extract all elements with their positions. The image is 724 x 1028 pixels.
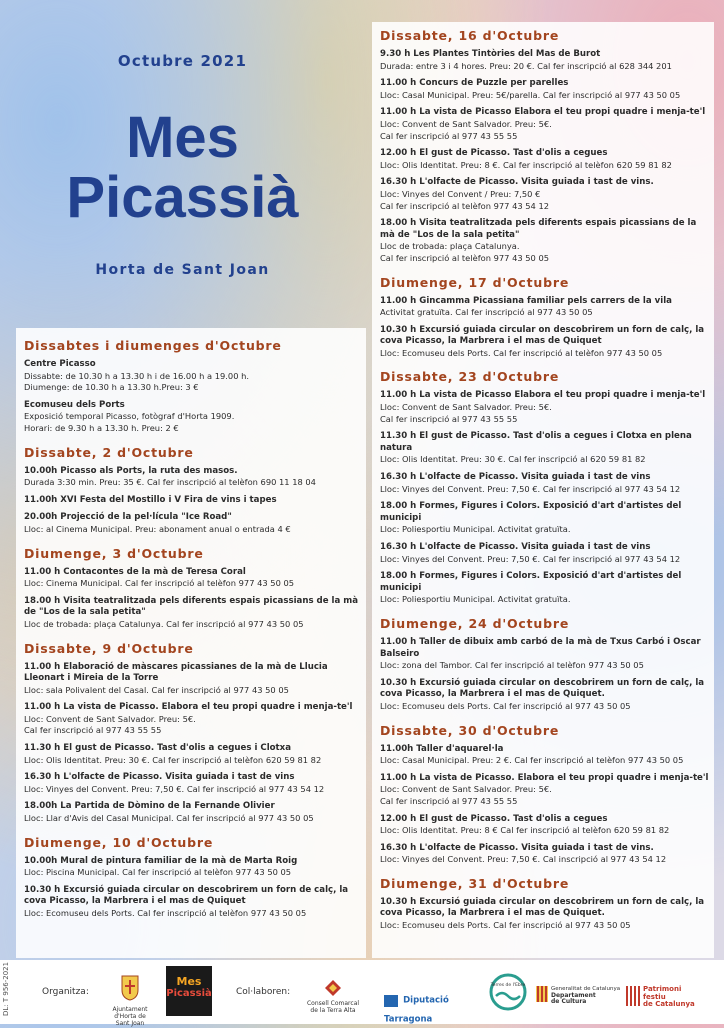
event-detail: Lloc: Olis Identitat. Preu: 30 €. Cal fer inscripció al 620 59 81 82 xyxy=(380,454,646,465)
event-title: 18.00 h Visita teatralitzada pels diferents espais picassians de la mà de "Los de la sala petita" xyxy=(380,218,697,240)
event-detail: Cal fer inscripció al 977 43 55 55 xyxy=(380,413,518,424)
event-detail: Lloc: Casal Municipal. Preu: 5€/parella. Cal fer inscripció al 977 43 50 05 xyxy=(380,89,681,100)
event-detail: Durada: entre 3 i 4 hores. Preu: 20 €. Cal fer inscripció al 628 344 201 xyxy=(380,60,672,71)
event-item xyxy=(380,177,710,212)
event-item xyxy=(380,501,710,536)
event-title: 11.00 h La vista de Picasso Elabora el teu propi quadre i menja-te'l xyxy=(380,390,706,401)
day-title: Diumenge, 3 d'Octubre xyxy=(24,545,204,561)
event-title: 12.00 h El gust de Picasso. Tast d'olis a cegues xyxy=(380,148,608,159)
consell-line2: de la Terra Alta xyxy=(310,1007,356,1014)
day-section xyxy=(380,369,710,606)
event-title: 11.00 h Gincamma Picassiana familiar pels carrers de la vila xyxy=(380,295,672,306)
event-detail: Cal fer inscripció al 977 43 55 55 xyxy=(380,795,518,806)
event-detail: Lloc: Olis Identitat. Preu: 30 €. Cal fer inscripció al telèfon 620 59 81 82 xyxy=(24,754,322,765)
event-title: 12.00 h El gust de Picasso. Tast d'olis a cegues xyxy=(380,813,608,824)
ajuntament-logo-line1: Ajuntament xyxy=(112,1006,148,1013)
event-item xyxy=(380,49,710,72)
day-section xyxy=(24,445,360,536)
event-detail: Lloc: Vinyes del Convent. Preu: 7,50 €. Cal inscripció al 977 43 54 12 xyxy=(380,854,667,865)
day-title: Dissabte, 23 d'Octubre xyxy=(380,369,560,385)
event-item xyxy=(380,773,710,808)
event-detail: Durada 3:30 min. Preu: 35 €. Cal fer inscripció al telèfon 690 11 18 04 xyxy=(24,477,316,488)
event-item xyxy=(380,814,710,837)
event-title: 9.30 h Les Plantes Tintòries del Mas de Burot xyxy=(380,49,601,59)
event-detail: Lloc: Ecomuseu dels Ports. Cal fer inscripció al 977 43 50 05 xyxy=(380,700,631,711)
event-item xyxy=(24,466,360,489)
day-title: Dissabte, 16 d'Octubre xyxy=(380,28,560,43)
diputacio-logo xyxy=(384,990,484,1028)
event-title: 16.30 h L'olfacte de Picasso. Visita guiada i tast de vins. xyxy=(380,177,654,188)
event-item xyxy=(380,218,710,264)
day-section xyxy=(380,723,710,866)
day-title: Diumenge, 10 d'Octubre xyxy=(24,834,214,850)
event-item xyxy=(380,325,710,360)
event-detail: Horari: de 9.30 h a 13.30 h. Preu: 2 € xyxy=(24,422,179,433)
event-detail: Lloc de trobada: plaça Catalunya. xyxy=(380,241,520,252)
day-section xyxy=(380,876,710,932)
consell-comarcal-logo xyxy=(306,978,360,1014)
patrimoni-bars-icon xyxy=(626,986,640,1006)
event-title: 16.30 h L'olfacte de Picasso. Visita guiada i tast de vins. xyxy=(380,842,654,853)
event-title: 11.00 h Taller de dibuix amb carbó de la mà de Txus Carbó i Oscar Balseiro xyxy=(380,636,701,659)
event-detail: Cal fer inscripció al telèfon 977 43 54 12 xyxy=(380,200,550,211)
terres-ebre-name: Terres de l'Ebre xyxy=(490,983,526,988)
event-title: 11.00 h Elaboració de màscares picassianes de la mà de Llucia Lleonart i Mireia de la Torre xyxy=(24,661,328,684)
event-detail: Cal fer inscripció al telèfon 977 43 50 05 xyxy=(380,252,550,263)
event-item xyxy=(24,702,360,737)
event-detail: Lloc: Poliesportiu Municipal. Activitat gratuïta. xyxy=(380,524,571,535)
event-title: 18.00 h Formes, Figures i Colors. Exposició d'art d'artistes del municipi xyxy=(380,571,682,593)
mes-logo-line1: Mes xyxy=(176,975,202,988)
event-item xyxy=(380,571,710,606)
consell-line1: Consell Comarcal xyxy=(306,1000,360,1007)
day-section xyxy=(380,616,710,713)
event-title: 11.00 h Concurs de Puzzle per parelles xyxy=(380,78,569,89)
event-title: 18.00 h Visita teatralitzada pels diferents espais picassians de la mà de "Los de la sala petita" xyxy=(24,595,359,618)
day-section xyxy=(24,835,360,920)
day-section xyxy=(380,28,710,265)
event-item xyxy=(380,637,710,672)
event-title: 18.00h La Partida de Dòmino de la Fernande Olivier xyxy=(24,801,275,812)
event-item xyxy=(380,78,710,101)
ajuntament-logo-line2: d'Horta de Sant Joan xyxy=(114,1013,146,1027)
event-title: 11.30 h El gust de Picasso. Tast d'olis a cegues i Clotxa en plena natura xyxy=(380,431,692,453)
event-item xyxy=(24,662,360,697)
event-title: 16.30 h L'olfacte de Picasso. Visita guiada i tast de vins xyxy=(380,542,651,552)
event-item xyxy=(24,772,360,795)
event-item xyxy=(380,678,710,713)
event-title: 10.00h Picasso als Ports, la ruta des masos. xyxy=(24,465,238,476)
event-detail: Lloc: zona del Tambor. Cal fer inscripció al telèfon 977 43 50 05 xyxy=(380,660,644,671)
senyera-icon xyxy=(536,986,548,1002)
event-item xyxy=(380,744,710,767)
event-item xyxy=(380,542,710,565)
event-title: 18.00 h Formes, Figures i Colors. Exposició d'art d'artistes del municipi xyxy=(380,501,682,523)
coat-of-arms-icon xyxy=(110,972,150,1002)
ajuntament-logo xyxy=(110,972,150,1027)
generalitat-logo xyxy=(536,986,622,1006)
diputacio-emblem-icon xyxy=(384,995,398,1007)
day-title: Dissabte, 9 d'Octubre xyxy=(24,640,194,656)
event-item xyxy=(24,567,360,590)
event-title: 16.30 h L'olfacte de Picasso. Visita guiada i tast de vins xyxy=(380,472,651,483)
event-detail: Activitat gratuïta. Cal fer inscripció al 977 43 50 05 xyxy=(380,307,593,318)
hero-month: Octubre 2021 xyxy=(117,52,248,70)
event-detail: Lloc: Casal Municipal. Preu: 2 €. Cal fer inscripció al telèfon 977 43 50 05 xyxy=(380,755,684,766)
event-title: 11.00 h La vista de Picasso Elabora el teu propi quadre i menja-te'l xyxy=(380,107,706,118)
day-title: Dissabte, 30 d'Octubre xyxy=(380,722,560,738)
right-column-schedule xyxy=(380,28,710,942)
left-column-schedule xyxy=(24,338,360,930)
event-detail: Lloc: Ecomuseu dels Ports. Cal fer inscripció al telèfon 977 43 50 05 xyxy=(380,347,663,358)
day-title: Dissabtes i diumenges d'Octubre xyxy=(24,338,282,353)
event-detail: Lloc: Vinyes del Convent. Preu: 7,50 €. Cal fer inscripció al 977 43 54 12 xyxy=(380,483,681,494)
event-detail: Lloc: Vinyes del Convent. Preu: 7,50 €. Cal fer inscripció al 977 43 54 12 xyxy=(380,553,681,564)
event-item xyxy=(380,897,710,932)
event-title: 11.00h XVI Festa del Mostillo i V Fira de vins i tapes xyxy=(24,494,277,505)
hero-title-line2: Picassià xyxy=(66,165,299,230)
event-title: 11.00h Taller d'aquarel·la xyxy=(380,743,504,754)
event-detail: Cal fer inscripció al 977 43 55 55 xyxy=(380,130,518,141)
terres-ebre-logo xyxy=(488,972,528,1012)
event-detail: Lloc de trobada: plaça Catalunya. Cal fer inscripció al 977 43 50 05 xyxy=(24,618,304,629)
terres-ebre-circle-icon xyxy=(488,972,528,1012)
day-title: Diumenge, 31 d'Octubre xyxy=(380,875,570,891)
event-item xyxy=(24,801,360,824)
event-detail: Lloc: Ecomuseu dels Ports. Cal fer inscripció al 977 43 50 05 xyxy=(380,920,631,931)
event-item xyxy=(380,107,710,142)
event-title: 11.30 h El gust de Picasso. Tast d'olis a cegues i Clotxa xyxy=(24,743,291,754)
event-item xyxy=(24,359,360,394)
event-detail: Lloc: Ecomuseu dels Ports. Cal fer inscripció al telèfon 977 43 50 05 xyxy=(24,908,307,918)
hero-title xyxy=(0,105,365,230)
legal-deposit: DL: T 956-2021 xyxy=(2,961,10,1016)
mes-logo-line2: Picassià xyxy=(166,988,212,999)
event-detail: Lloc: Vinyes del Convent / Preu: 7,50 € xyxy=(380,188,541,199)
patrimoni-line1: Patrimoni xyxy=(643,985,682,993)
hero-subtitle: Horta de Sant Joan xyxy=(95,262,270,278)
event-title: 11.00 h La vista de Picasso. Elabora el teu propi quadre i menja-te'l xyxy=(380,772,709,783)
event-item xyxy=(24,596,360,631)
event-detail: Lloc: Llar d'Avis del Casal Municipal. Cal fer inscripció al 977 43 50 05 xyxy=(24,813,314,824)
generalitat-line1: Generalitat de Catalunya xyxy=(551,986,621,992)
event-item xyxy=(380,296,710,319)
event-title: Ecomuseu dels Ports xyxy=(24,399,125,410)
event-detail: Lloc: Convent de Sant Salvador. Preu: 5€. xyxy=(380,784,552,795)
event-title: 16.30 h L'olfacte de Picasso. Visita guiada i tast de vins xyxy=(24,772,295,783)
day-title: Diumenge, 17 d'Octubre xyxy=(380,274,570,290)
event-detail: Lloc: sala Polivalent del Casal. Cal fer inscripció al 977 43 50 05 xyxy=(24,684,289,695)
event-item xyxy=(24,400,360,435)
event-item xyxy=(380,148,710,171)
day-title: Dissabte, 2 d'Octubre xyxy=(24,444,194,460)
event-detail: Lloc: Vinyes del Convent. Preu: 7,50 €. Cal fer inscripció al 977 43 54 12 xyxy=(24,783,325,794)
event-item xyxy=(380,843,710,866)
day-title: Diumenge, 24 d'Octubre xyxy=(380,615,570,631)
diputacio-name: Diputació Tarragona xyxy=(384,995,449,1025)
event-title: 10.30 h Excursió guiada circular on descobrirem un forn de calç, la cova Picasso, la Marbrera i el mas de Quiquet xyxy=(24,884,349,907)
event-detail: Exposició temporal Picasso, fotògraf d'Horta 1909. xyxy=(24,411,235,422)
mes-picassia-logo xyxy=(166,966,212,1016)
event-detail: Lloc: al Cinema Municipal. Preu: abonament anual o entrada 4 € xyxy=(24,523,291,534)
event-item xyxy=(24,885,360,920)
event-item xyxy=(380,431,710,466)
col-laboren-label: Col·laboren: xyxy=(236,987,291,997)
generalitat-line2: Departament xyxy=(551,991,596,999)
event-detail: Cal fer inscripció al 977 43 55 55 xyxy=(24,725,162,736)
event-detail: Lloc: Convent de Sant Salvador. Preu: 5€. xyxy=(380,118,552,129)
event-detail: Lloc: Convent de Sant Salvador. Preu: 5€. xyxy=(24,713,196,724)
event-title: 20.00h Projecció de la pel·lícula "Ice Road" xyxy=(24,512,232,523)
event-detail: Lloc: Cinema Municipal. Cal fer inscripció al telèfon 977 43 50 05 xyxy=(24,578,295,589)
event-detail: Lloc: Olis Identitat. Preu: 8 € Cal fer inscripció al telèfon 620 59 81 82 xyxy=(380,825,670,836)
event-detail: Lloc: Convent de Sant Salvador. Preu: 5€. xyxy=(380,402,552,413)
event-title: 11.00 h Contacontes de la mà de Teresa Coral xyxy=(24,566,246,577)
patrimoni-line3: de Catalunya xyxy=(643,1000,695,1008)
day-section xyxy=(24,641,360,825)
event-detail: Lloc: Piscina Municipal. Cal fer inscripció al telèfon 977 43 50 05 xyxy=(24,867,292,878)
event-title: 10.30 h Excursió guiada circular on descobrirem un forn de calç, la cova Picasso, la Marbrera i el mas de Quiquet. xyxy=(380,677,705,700)
event-item xyxy=(24,856,360,879)
event-item xyxy=(24,743,360,766)
event-title: 10.30 h Excursió guiada circular on descobrirem un forn de calç, la cova Picasso, la Marbrera i el mas de Quiquet. xyxy=(380,896,705,919)
patrimoni-festiu-logo xyxy=(626,986,716,1009)
day-section xyxy=(24,338,360,435)
event-title: 10.00h Mural de pintura familiar de la mà de Marta Roig xyxy=(24,855,298,866)
event-title: Centre Picasso xyxy=(24,359,96,369)
event-item xyxy=(24,512,360,535)
consell-emblem-icon xyxy=(306,978,360,996)
event-detail: Lloc: Olis Identitat. Preu: 8 €. Cal fer inscripció al telèfon 620 59 81 82 xyxy=(380,159,672,170)
day-section xyxy=(380,275,710,360)
event-item xyxy=(24,495,360,507)
patrimoni-line2: festiu xyxy=(643,992,666,1001)
event-detail: Diumenge: de 10.30 h a 13.30 h.Preu: 3 € xyxy=(24,382,199,393)
event-item xyxy=(380,390,710,425)
generalitat-line3: de Cultura xyxy=(551,998,587,1005)
event-detail: Lloc: Poliesportiu Municipal. Activitat gratuïta. xyxy=(380,594,571,605)
day-section xyxy=(24,546,360,631)
event-detail: Dissabte: de 10.30 h a 13.30 h i de 16.00 h a 19.00 h. xyxy=(24,370,250,381)
event-title: 10.30 h Excursió guiada circular on descobrirem un forn de calç, la cova Picasso, la Marbrera i el mas de Quiquet xyxy=(380,324,705,347)
hero-title-line1: Mes xyxy=(126,105,239,170)
organitza-label: Organitza: xyxy=(42,987,89,997)
event-item xyxy=(380,472,710,495)
event-title: 11.00 h La vista de Picasso. Elabora el teu propi quadre i menja-te'l xyxy=(24,702,353,713)
